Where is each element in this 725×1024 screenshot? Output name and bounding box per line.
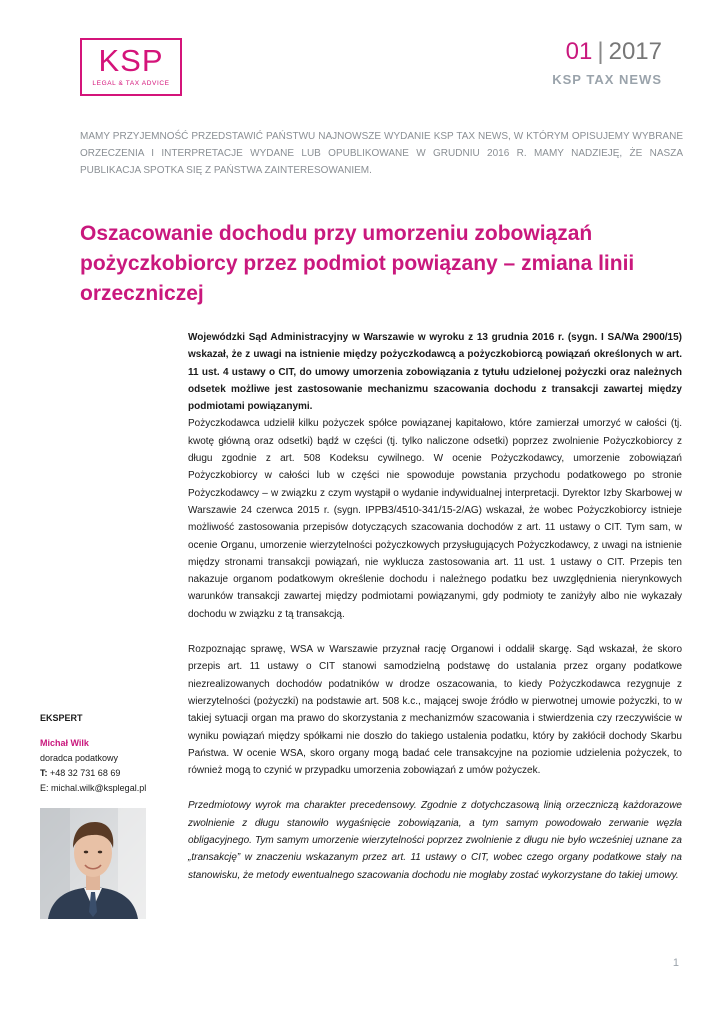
article-lead: Wojewódzki Sąd Administracyjny w Warszawie w wyroku z 13 grudnia 2016 r. (sygn. I SA/Wa 2900/15) wskazał, że z uwagi na istnienie między pożyczkodawcą a pożyczkobiorcą powiązań określonych w art. 11 ust. 4 ustawy o CIT, do umowy umorzenia zobowiązania z tytułu udzielonej pożyczki oraz należnych odsetek możliwe jest zastosowanie mechanizmu szacowania dochodu z transakcji zawartej między podmiotami powiązanymi. [188,332,682,413]
issue-year: 2017 [608,38,662,65]
portrait-illustration [40,808,146,919]
expert-box [40,711,170,796]
expert-photo [40,808,146,919]
article-paragraph-3: Przedmiotowy wyrok ma charakter precedensowy. Zgodnie z dotychczasową linią orzeczniczą każdorazowe zwolnienie z długu stanowiło wygaśnięcie zobowiązania, a tym samym powodowało zerwanie węzła obligacyjnego. Tym samym umorzenie wierzytelności poprzez zwolnienie z długu nie było wcześniej uznane za „transakcję” w znaczeniu wskazanym przez art. 11 ustawy o CIT, wobec czego organy podatkowe stały na stanowisku, że metody ewentualnego szacowania dochodu nie mogłaby zostać wykorzystane do takiej umowy. [188,800,682,881]
issue-label [566,38,662,66]
article-body [188,329,682,902]
expert-email[interactable]: michal.wilk@ksplegal.pl [51,783,147,793]
newsletter-name: KSP TAX NEWS [552,72,662,87]
expert-role: doradca podatkowy [40,753,119,763]
expert-heading: EKSPERT [40,713,83,723]
email-label: E: [40,783,49,793]
page-number: 1 [672,957,679,969]
expert-name: Michał Wilk [40,738,89,748]
article-title: Oszacowanie dochodu przy umorzeniu zobowiązań pożyczkobiorcy przez podmiot powiązany – zmiana linii orzeczniczej [80,222,635,305]
intro-text: MAMY PRZYJEMNOŚĆ PRZEDSTAWIĆ PAŃSTWU NAJNOWSZE WYDANIE KSP TAX NEWS, W KTÓRYM OPISUJEMY WYBRANE ORZECZENIA I INTERPRETACJE WYDANE LUB OPUBLIKOWANE W GRUDNIU 2016 R. MAMY NADZIEJĘ, ŻE NASZA PUBLIKACJA SPOTKA SIĘ Z PAŃSTWA ZAINTERESOWANIEM. [80,131,683,176]
article-paragraph-2: Rozpoznając sprawę, WSA w Warszawie przyznał rację Organowi i oddalił skargę. Sąd wskazał, że skoro przepis art. 11 ustawy o CIT stanowi samodzielną podstawę do ustalania przez organy podatkowe niezrealizowanych dochodów podatników w drodze oszacowania, to kiedy Pożyczkodawca rezygnuje z wierzytelności (pożyczki) na podstawie art. 508 k.c., mającej swoje źródło w pierwotnej umowie pożyczki, to w takiej sytuacji organ ma prawo do skorzystania z mechanizmów szacowania i stwierdzenia czy rzeczywiście w wyniku powiązań między spółkami nie doszło do takiego ustalenia podatku, który by zakłócił dochody Skarbu Państwa. W ocenie WSA, skoro organy mogą badać cele transakcyjne na poziomie udzielenia pożyczek, to również mogą to czynić w przypadku umorzenia zobowiązań z umów pożyczek. [188,644,682,777]
expert-phone-row [40,766,170,781]
issue-number: 01 [565,38,593,65]
expert-email-row [40,781,170,796]
phone-label: T: [40,768,48,778]
logo-mark: KSP [98,43,164,78]
article-paragraph-1: Pożyczkodawca udzielił kilku pożyczek spółce powiązanej kapitałowo, które zamierzał umorzyć w całości (tj. kwotę główną oraz odsetki) bądź w części (tj. tylko naliczone odsetki) poprzez zwolnienie Pożyczkobiorcy z długu zgodnie z art. 508 Kodeksu cywilnego. W ocenie Pożyczkodawcy, umorzenie zobowiązań Pożyczkobiorcy w całości lub w części nie spowoduje powstania przychodu podatkowego po stronie Pożyczkodawcy – w związku z czym wystąpił o wydanie indywidualnej interpretacji. Dyrektor Izby Skarbowej w Warszawie 24 czerwca 2015 r. (sygn. IPPB3/4510-341/15-2/AG) wskazał, że wobec Pożyczkobiorcy istnieje możliwość zastosowania przepisów dotyczących szacowania dochodów z art. 11 ustawy o CIT. Tym sam, w ocenie Organu, umorzenie wierzytelności pożyczkowych przysługujących Pożyczkodawcy, z uwagi na istnienie między stronami transakcji powiązań, nie wyklucza zastosowania art. 11 ust. 1 ustawy o CIT. Przepis ten nakazuje organom podatkowym określenie dochodu i należnego podatku bez uwzględnienia nierynkowych warunków transakcji zawartej między podmiotami powiązanymi, gdy podmioty te zaniżyły albo nie wykazały dochodu w związku z tą transakcją. [188,418,682,620]
expert-phone: +48 32 731 68 69 [50,768,121,778]
issue-separator: | [597,38,604,65]
logo-subtitle: LEGAL & TAX ADVICE [92,80,170,87]
ksp-logo [80,38,182,96]
